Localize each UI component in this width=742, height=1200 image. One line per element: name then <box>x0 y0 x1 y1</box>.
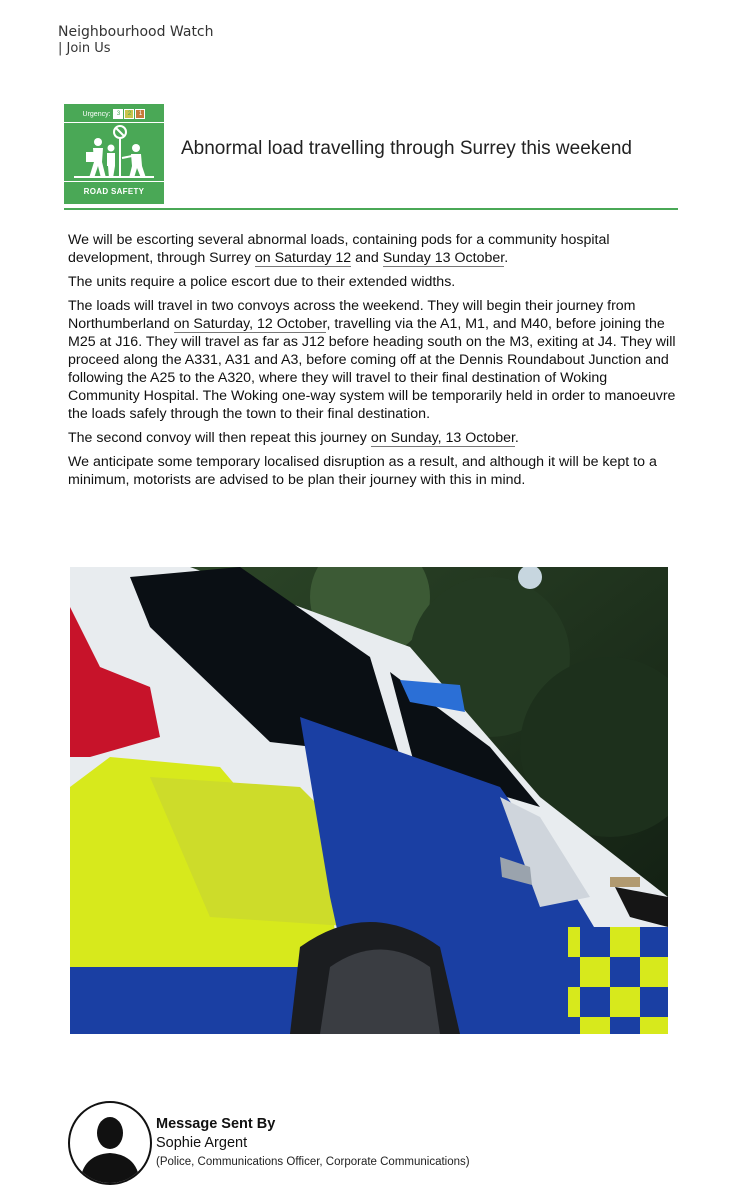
alert-header <box>64 104 678 210</box>
sender-role: (Police, Communications Officer, Corporate Communications) <box>156 1156 470 1168</box>
date-link-saturday-12-october[interactable]: on Saturday, 12 October <box>173 316 327 332</box>
urgency-label: Urgency: <box>82 110 111 118</box>
date-link-sunday-13-october[interactable]: on Sunday, 13 October <box>370 430 515 446</box>
badge-category: ROAD SAFETY <box>83 187 145 196</box>
paragraph-4: The second convoy will then repeat this journey on Sunday, 13 October. <box>68 430 519 446</box>
road-safety-icon <box>74 124 154 180</box>
road-safety-badge <box>64 104 164 204</box>
brand-header <box>58 24 214 56</box>
urgency-level-2: 2 <box>124 109 134 119</box>
police-car-photo <box>70 567 668 1034</box>
message-sent-by-label: Message Sent By <box>156 1116 276 1132</box>
urgency-level-3: 3 <box>113 109 123 119</box>
paragraph-1: We will be escorting several abnormal loads, containing pods for a community hospital development, through Surrey on Saturday 12 and Sunday 13 October. <box>68 232 610 266</box>
sender-name: Sophie Argent <box>156 1135 248 1151</box>
urgency-level-1: 1 <box>135 109 145 119</box>
date-link-sunday[interactable]: Sunday 13 October <box>382 250 505 266</box>
urgency-indicator <box>64 109 164 120</box>
message-body <box>68 231 678 495</box>
paragraph-5: We anticipate some temporary localised disruption as a result, and although it will be kept to a minimum, motorists are advised to be plan their journey with this in mind. <box>68 454 657 488</box>
join-us-link[interactable]: | Join Us <box>58 41 111 56</box>
sender-card <box>68 1101 688 1185</box>
page-title: Abnormal load travelling through Surrey this weekend <box>181 138 632 159</box>
person-silhouette-icon <box>70 1103 150 1183</box>
paragraph-2: The units require a police escort due to their extended widths. <box>68 274 456 290</box>
brand-name: Neighbourhood Watch <box>58 24 214 40</box>
avatar <box>68 1101 152 1185</box>
paragraph-3: The loads will travel in two convoys across the weekend. They will begin their journey from Northumberland on Saturday, 12 October, travelling via the A1, M1, and M40, before joining the M25 at J16. They will travel as far as J12 before heading south on the M3, exiting at J4. They will proceed along the A331, A31 and A3, before coming off at the Dennis Roundabout Junction and following the A25 to the A320, where they will travel to their final destination of Woking Community Hospital. The Woking one-way system will be temporarily held in order to manoeuvre the loads safely through the town to their final destination. <box>68 298 676 422</box>
date-link-saturday[interactable]: on Saturday 12 <box>254 250 352 266</box>
